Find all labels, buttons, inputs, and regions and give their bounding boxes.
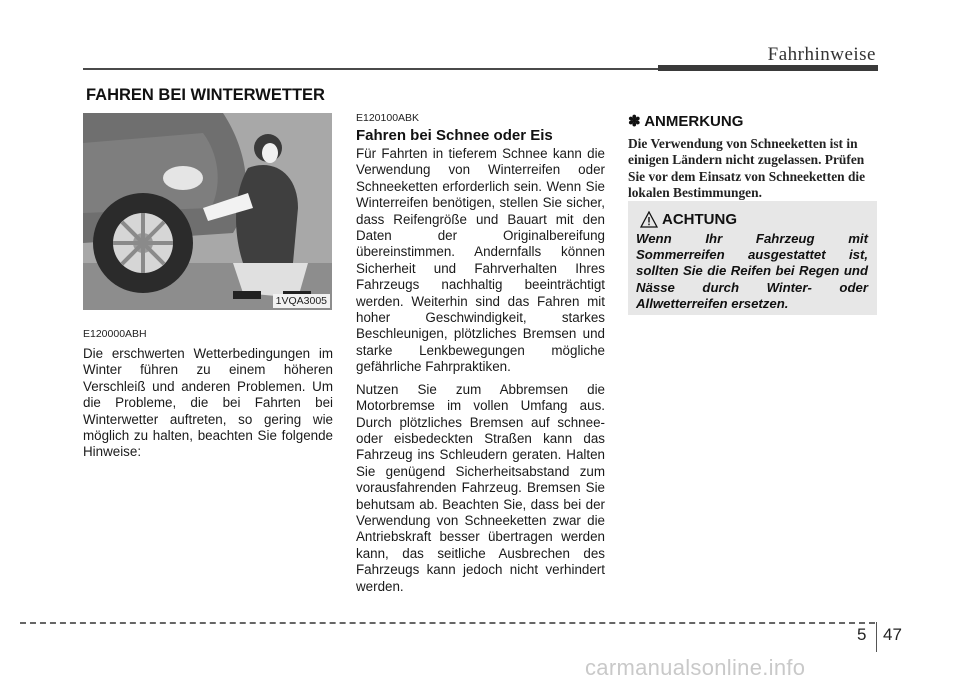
subheading: Fahren bei Schnee oder Eis <box>356 127 553 144</box>
intro-column <box>83 328 333 461</box>
chapter-number: 5 <box>857 625 867 644</box>
note-text: Die Verwendung von Schneeketten ist in einigen Ländern nicht zugelassen. Prüfen Sie vor dem Einsatz von Schneeketten die lokalen Bestimmungen. <box>628 136 866 201</box>
note-heading-label: ANMERKUNG <box>644 113 744 130</box>
note-heading <box>628 112 879 130</box>
header-rule-accent <box>658 65 878 71</box>
page-heading: FAHREN BEI WINTERWETTER <box>86 86 325 104</box>
page-number-separator <box>876 622 877 652</box>
warning-box <box>628 201 877 315</box>
tire-illustration <box>83 113 332 310</box>
note-column <box>628 112 879 202</box>
intro-paragraph: Die erschwerten Wetterbedingungen im Winter führen zu einem höheren Verschleiß und anderen Problemen. Um die Probleme, die bei Fahrten bei Winterwetter auftreten, so gering wie möglich zu halten, beachten Sie folgende Hinweise: <box>83 346 333 460</box>
figure-code: 1VQA3005 <box>273 294 330 308</box>
section-code: E120100ABK <box>356 112 420 124</box>
snow-ice-column <box>356 112 605 601</box>
watermark: carmanualsonline.info <box>585 655 806 680</box>
warning-text: Wenn Ihr Fahrzeug mit Sommerreifen ausgestattet ist, sollten Sie die Reifen bei Regen und Nässe durch Winter- oder Allwetterreifen ersetzen. <box>636 231 868 311</box>
warning-triangle-icon <box>640 211 658 228</box>
woman-checking-tire-image <box>83 113 332 310</box>
note-symbol-icon: ✽ <box>628 113 641 130</box>
paragraph: Nutzen Sie zum Abbremsen die Motorbremse im vollen Umfang aus. Durch plötzliches Bremsen auf schnee- oder eisbedeckten Straßen kann das Fahrzeug ins Schleudern geraten. Halten Sie genügend Sicherheitsabstand zum vorausfahrenden Fahrzeug. Bremsen Sie behutsam ab. Beachten Sie, dass bei der Verwendung von Schneeketten zwar die Antriebskraft besser übertragen werden kann, das seitliche Ausbrechen des Fahrzeugs kann jedoch nicht verhindert werden. <box>356 381 605 594</box>
warning-title: ACHTUNG <box>662 211 737 228</box>
footer-rule <box>20 622 875 624</box>
page-number: 47 <box>883 625 902 644</box>
section-code: E120000ABH <box>83 328 147 340</box>
section-title: Fahrhinweise <box>767 44 876 65</box>
paragraph: Für Fahrten in tieferem Schnee kann die Verwendung von Winterreifen oder Schneeketten erforderlich sein. Wenn Sie Winterreifen benötigen, stellen Sie sicher, dass Reifengröße und Bauart mit den Daten der Originalbereifung übereinstimmen. Andernfalls können Sicherheit und Fahrverhalten Ihres Fahrzeugs nachhaltig beeinträchtigt werden. Weiterhin sind das Fahren mit hoher Geschwindigkeit, starkes Beschleunigen, plötzliches Bremsen und starke Lenkbewegungen mögliche gefährliche Fahrpraktiken. <box>356 146 605 375</box>
